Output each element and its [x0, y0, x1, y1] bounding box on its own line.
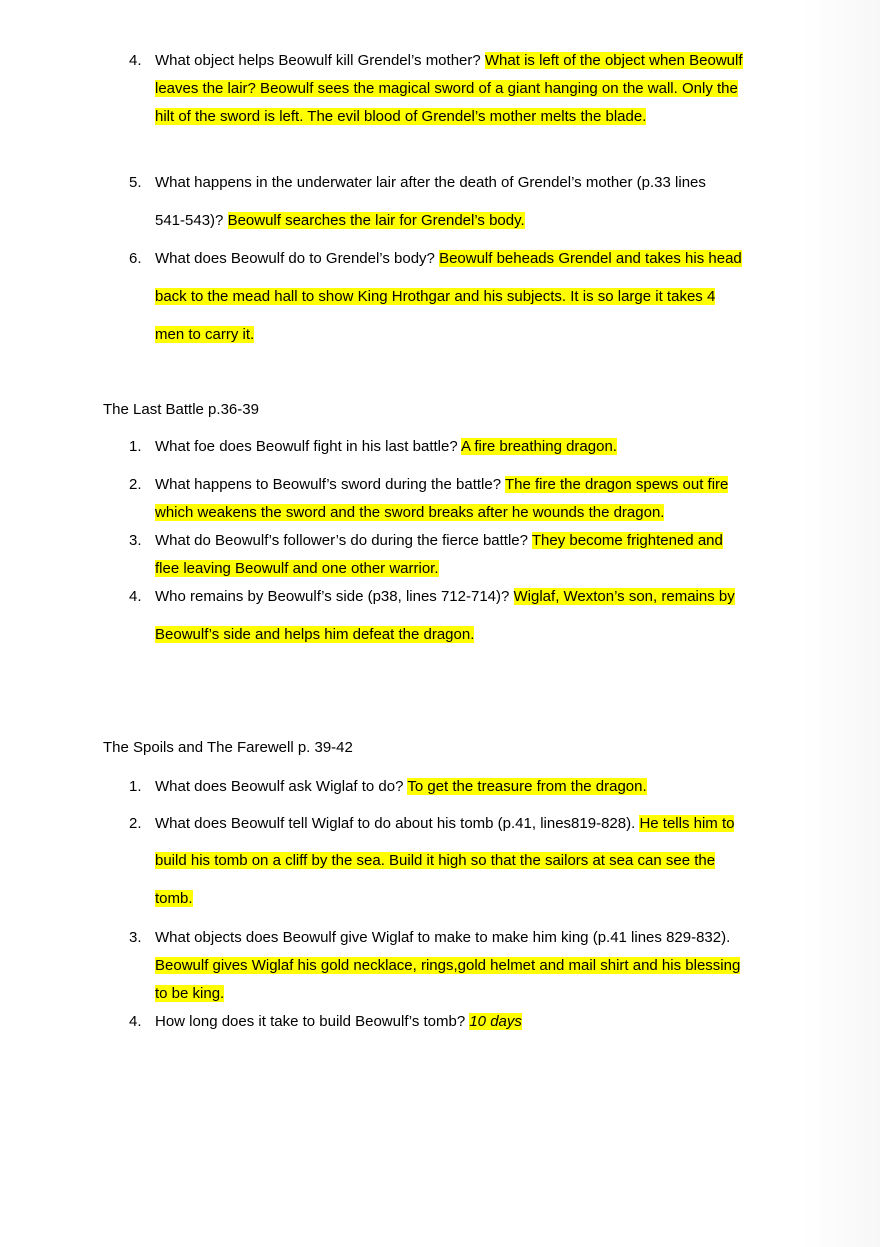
- line: [155, 212, 525, 229]
- line: [155, 778, 647, 795]
- question-text: What happens in the underwater lair after the death of Grendel’s mother (p.33 lines: [155, 174, 706, 191]
- item-number: 2.: [129, 815, 142, 832]
- question-text: How long does it take to build Beowulf’s tomb?: [155, 1013, 470, 1030]
- answer-highlight: hilt of the sword is left. The evil blood of Grendel’s mother melts the blade.: [155, 108, 647, 125]
- answer-highlight: to be king.: [155, 985, 225, 1002]
- answer-highlight: tomb.: [155, 890, 193, 907]
- answer-highlight: What is left of the object when Beowulf: [484, 52, 743, 69]
- line: [155, 80, 738, 97]
- line: [155, 476, 728, 493]
- section-heading-last-battle: The Last Battle p.36-39: [103, 401, 259, 418]
- answer-highlight: Beowulf gives Wiglaf his gold necklace, rings,gold helmet and mail shirt and his blessing: [155, 957, 741, 974]
- line: [155, 250, 742, 267]
- answer-highlight: Beowulf’s side and helps him defeat the dragon.: [155, 626, 475, 643]
- page-edge: [802, 0, 880, 1247]
- answer-highlight: men to carry it.: [155, 326, 255, 343]
- question-text: What object helps Beowulf kill Grendel’s mother?: [155, 52, 485, 69]
- question-text: What happens to Beowulf’s sword during the battle?: [155, 476, 505, 493]
- question-text: Who remains by Beowulf’s side (p38, lines 712-714)?: [155, 588, 514, 605]
- line: [155, 504, 664, 521]
- answer-highlight: 10 days: [469, 1013, 522, 1030]
- line: [155, 174, 706, 191]
- line: [155, 438, 617, 455]
- item-number: 4.: [129, 1013, 142, 1030]
- answer-highlight: He tells him to: [639, 815, 735, 832]
- answer-highlight: A fire breathing dragon.: [461, 438, 617, 455]
- question-text: 541-543)?: [155, 212, 228, 229]
- line: [155, 532, 723, 549]
- answer-highlight: flee leaving Beowulf and one other warrior.: [155, 560, 439, 577]
- line: [155, 588, 735, 605]
- line: [155, 108, 646, 125]
- item-number: 1.: [129, 438, 142, 455]
- line: [155, 560, 439, 577]
- item-number: 4.: [129, 52, 142, 69]
- question-text: What objects does Beowulf give Wiglaf to make to make him king (p.41 lines 829-832).: [155, 929, 731, 946]
- item-number: 1.: [129, 778, 142, 795]
- line: [155, 852, 715, 869]
- line: [155, 890, 193, 907]
- item-number: 3.: [129, 929, 142, 946]
- section-heading-spoils-farewell: The Spoils and The Farewell p. 39-42: [103, 739, 353, 756]
- answer-highlight: leaves the lair? Beowulf sees the magical sword of a giant hanging on the wall. Only the: [155, 80, 738, 97]
- line: [155, 52, 743, 69]
- question-text: What do Beowulf’s follower’s do during the fierce battle?: [155, 532, 532, 549]
- answer-highlight: back to the mead hall to show King Hrothgar and his subjects. It is so large it takes 4: [155, 288, 716, 305]
- line: [155, 626, 474, 643]
- item-number: 3.: [129, 532, 142, 549]
- line: [155, 326, 254, 343]
- answer-highlight: Beowulf beheads Grendel and takes his head: [439, 250, 742, 267]
- line: [155, 957, 740, 974]
- answer-highlight: The fire the dragon spews out fire: [504, 476, 729, 493]
- answer-highlight: build his tomb on a cliff by the sea. Build it high so that the sailors at sea can see the: [155, 852, 716, 869]
- answer-highlight: Wiglaf, Wexton’s son, remains by: [513, 588, 735, 605]
- line: [155, 1013, 522, 1030]
- item-number: 6.: [129, 250, 142, 267]
- line: [155, 929, 730, 946]
- item-number: 4.: [129, 588, 142, 605]
- answer-highlight: To get the treasure from the dragon.: [407, 778, 647, 795]
- answer-highlight: They become frightened and: [531, 532, 723, 549]
- item-number: 5.: [129, 174, 142, 191]
- question-text: What does Beowulf ask Wiglaf to do?: [155, 778, 408, 795]
- item-number: 2.: [129, 476, 142, 493]
- answer-highlight: Beowulf searches the lair for Grendel’s body.: [227, 212, 525, 229]
- question-text: What does Beowulf tell Wiglaf to do about his tomb (p.41, lines819-828).: [155, 815, 640, 832]
- line: [155, 288, 715, 305]
- question-text: What foe does Beowulf fight in his last battle?: [155, 438, 462, 455]
- answer-highlight: which weakens the sword and the sword breaks after he wounds the dragon.: [155, 504, 665, 521]
- line: [155, 815, 734, 832]
- question-text: What does Beowulf do to Grendel’s body?: [155, 250, 440, 267]
- line: [155, 985, 224, 1002]
